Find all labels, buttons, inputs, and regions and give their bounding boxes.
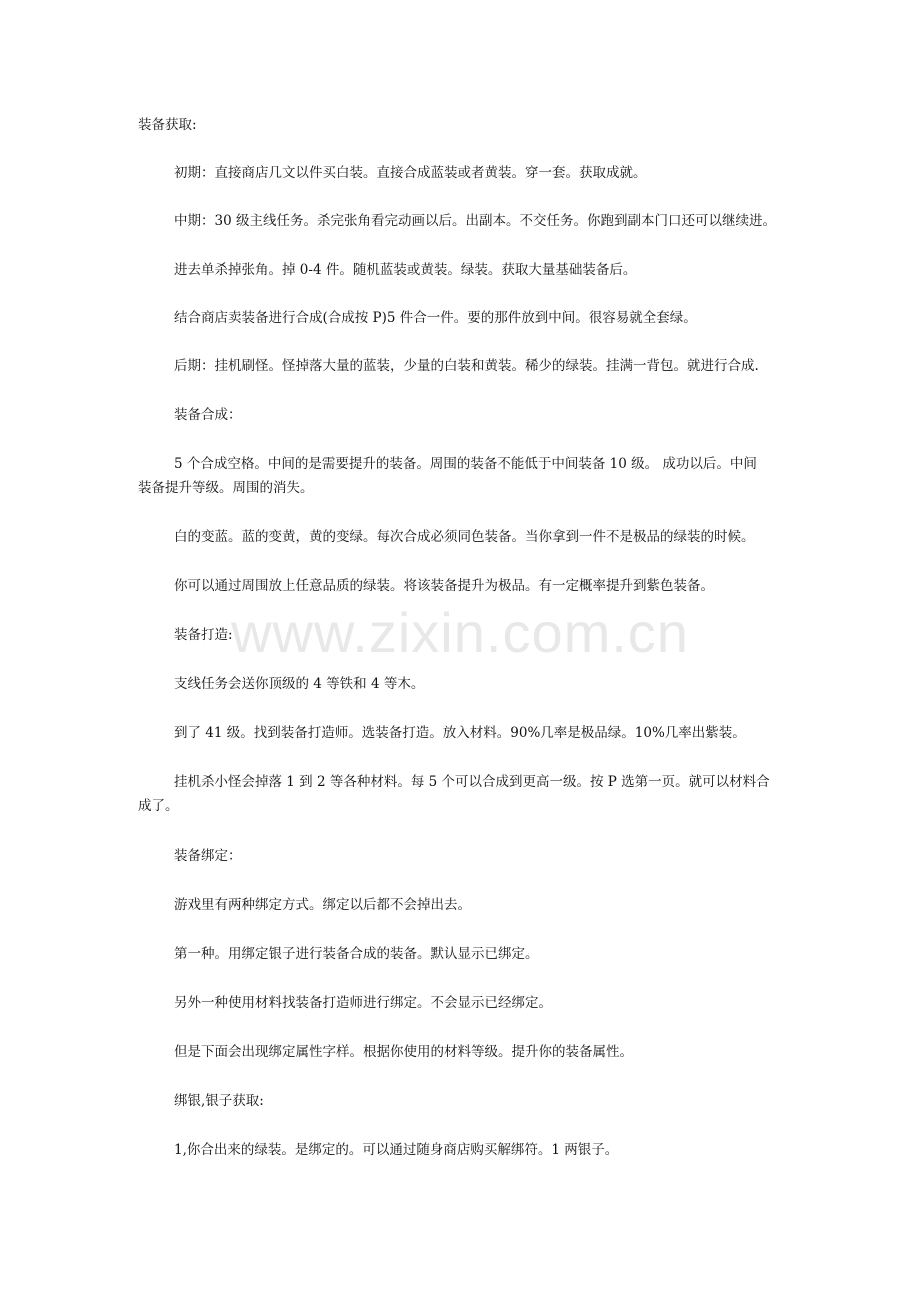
paragraph-binding-first: 第一种。用绑定银子进行装备合成的装备。默认显示已绑定。 <box>174 946 539 962</box>
paragraph-green-unbind: 1,你合出来的绿装。是绑定的。可以通过随身商店购买解绑符。1 两银子。 <box>174 1142 619 1158</box>
paragraph-material-drops-cont: 成了。 <box>138 798 179 814</box>
paragraph-mid-stage: 中期：30 级主线任务。杀完张角看完动画以后。出副本。不交任务。你跑到副本门口还可以继续进。 <box>174 213 776 229</box>
paragraph-shop-synthesis: 结合商店卖装备进行合成(合成按 P)5 件合一件。要的那件放到中间。很容易就全套绿。 <box>174 310 697 326</box>
paragraph-late-stage: 后期：挂机刷怪。怪掉落大量的蓝装，少量的白装和黄装。稀少的绿装。挂满一背包。就进行合成. <box>174 358 759 374</box>
paragraph-solo-zhangjiao: 进去单杀掉张角。掉 0-4 件。随机蓝装或黄装。绿装。获取大量基础装备后。 <box>174 262 637 278</box>
paragraph-level-41: 到了 41 级。找到装备打造师。选装备打造。放入材料。90%几率是极品绿。10%几率出紫装。 <box>174 725 746 741</box>
heading-equipment-binding: 装备绑定： <box>174 848 242 864</box>
heading-equipment-acquisition: 装备获取: <box>138 117 197 133</box>
heading-bound-silver: 绑银,银子获取: <box>174 1093 264 1109</box>
paragraph-material-drops: 挂机杀小怪会掉落 1 到 2 等各种材料。每 5 个可以合成到更高一级。按 P 选第一页。就可以材料合 <box>174 774 770 790</box>
watermark-text: www.zixin.com.cn <box>231 601 689 664</box>
heading-equipment-synthesis: 装备合成： <box>174 407 242 423</box>
heading-equipment-crafting: 装备打造: <box>174 627 233 643</box>
paragraph-early-stage: 初期：直接商店几文以件买白装。直接合成蓝装或者黄装。穿一套。获取成就。 <box>174 165 647 181</box>
paragraph-binding-second: 另外一种使用材料找装备打造师进行绑定。不会显示已经绑定。 <box>174 995 552 1011</box>
paragraph-top-quality: 你可以通过周围放上任意品质的绿装。将该装备提升为极品。有一定概率提升到紫色装备。 <box>174 578 714 594</box>
paragraph-side-quest: 支线任务会送你顶级的 4 等铁和 4 等木。 <box>174 676 425 692</box>
paragraph-binding-types: 游戏里有两种绑定方式。绑定以后都不会掉出去。 <box>174 897 471 913</box>
paragraph-binding-attributes: 但是下面会出现绑定属性字样。根据你使用的材料等级。提升你的装备属性。 <box>174 1044 633 1060</box>
paragraph-synthesis-slots: 5 个合成空格。中间的是需要提升的装备。周围的装备不能低于中间装备 10 级。 成功以后。中间 <box>174 456 757 472</box>
paragraph-color-upgrade: 白的变蓝。蓝的变黄，黄的变绿。每次合成必须同色装备。当你拿到一件不是极品的绿装的时候。 <box>174 529 755 545</box>
paragraph-synthesis-slots-cont: 装备提升等级。周围的消失。 <box>138 480 314 496</box>
